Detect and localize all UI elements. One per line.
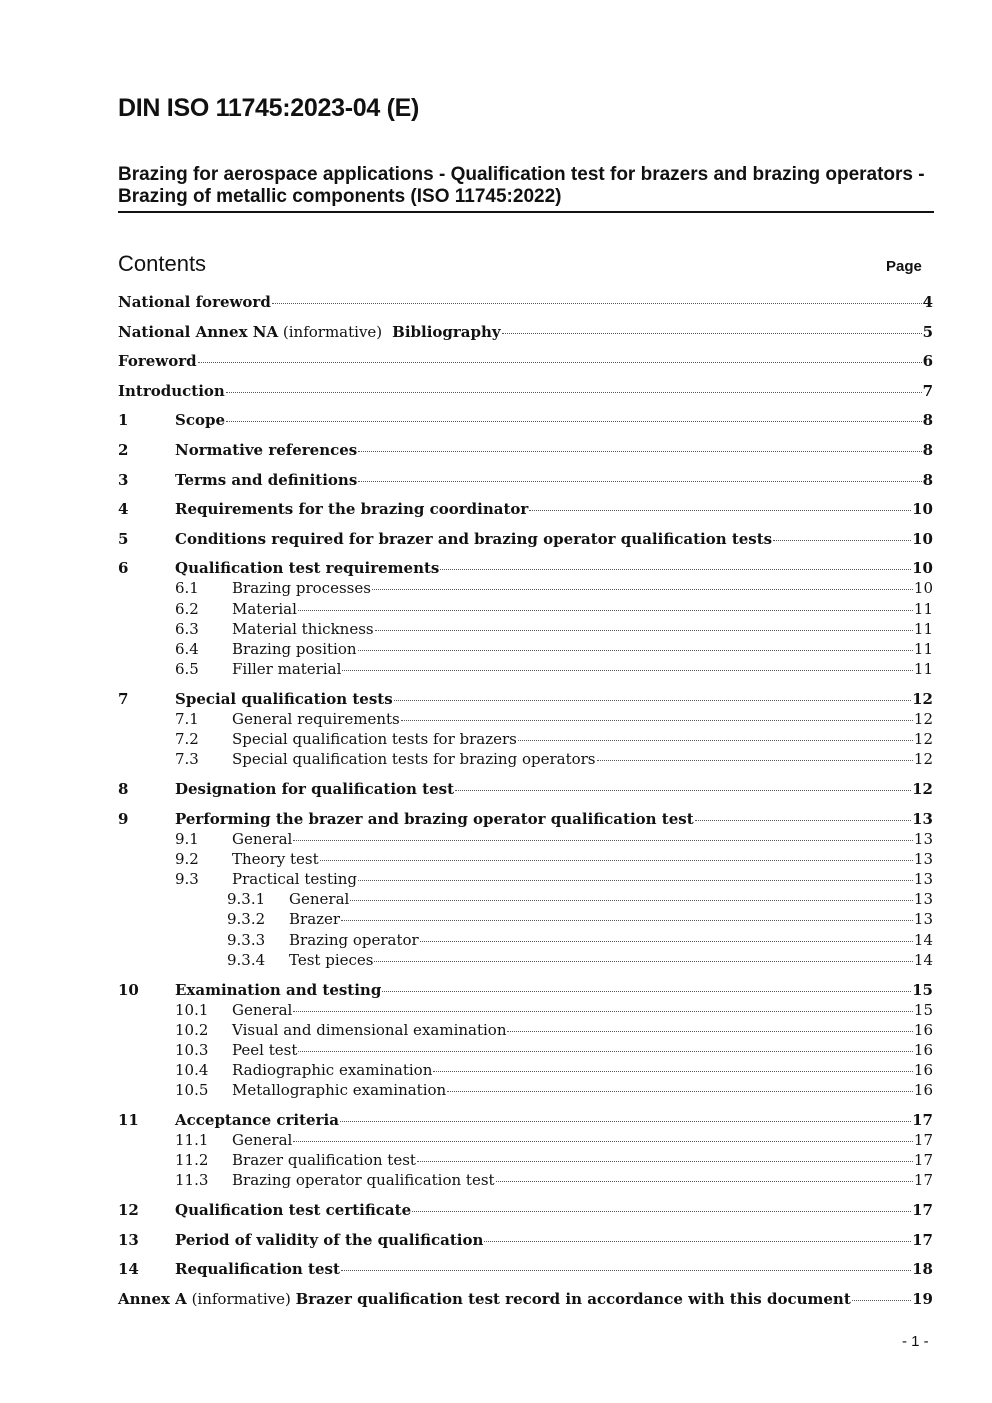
toc-entry-number: 6.2 xyxy=(175,599,199,618)
toc-entry-number: 5 xyxy=(118,529,129,548)
toc-entry-title[interactable] xyxy=(118,381,225,401)
toc-entry-page[interactable]: 15 xyxy=(912,980,933,999)
page-number: - 1 - xyxy=(902,1333,929,1350)
toc-entry[interactable] xyxy=(118,659,933,679)
toc-entry[interactable] xyxy=(118,619,933,639)
toc-entry[interactable] xyxy=(118,849,933,869)
toc-entry[interactable] xyxy=(118,470,933,490)
toc-entry-title[interactable] xyxy=(175,1110,339,1130)
toc-entry-number: 8 xyxy=(118,780,129,799)
toc-entry-title[interactable] xyxy=(289,889,349,909)
toc-entry-title[interactable] xyxy=(232,849,319,869)
toc-entry-title-text: Brazing operator qualification test xyxy=(232,1171,495,1190)
toc-entry-title-text: Special qualification tests for brazing operators xyxy=(232,750,596,769)
dot-leader xyxy=(341,919,913,921)
toc-entry[interactable] xyxy=(118,292,933,312)
toc-entry-title[interactable] xyxy=(232,1080,446,1100)
document-id: DIN ISO 11745:2023-04 (E) xyxy=(118,94,419,122)
toc-entry-title-text: Material xyxy=(232,599,297,618)
toc-entry[interactable] xyxy=(118,709,933,729)
dot-leader xyxy=(293,1140,913,1142)
toc-entry-title[interactable] xyxy=(118,351,197,371)
toc-entry-number: 10 xyxy=(118,980,139,999)
toc-entry-title-text: Examination and testing xyxy=(175,980,382,999)
toc-entry-page[interactable]: 10 xyxy=(912,529,933,548)
toc-entry-page[interactable]: 6 xyxy=(922,352,933,371)
toc-entry-title[interactable] xyxy=(232,619,374,639)
dot-leader xyxy=(374,960,912,962)
toc-entry[interactable] xyxy=(118,1080,933,1100)
toc-entry-page[interactable]: 13 xyxy=(913,890,933,909)
toc-entry-number: 2 xyxy=(118,440,129,459)
dot-leader xyxy=(358,649,913,651)
toc-entry-title-text: Metallographic examination xyxy=(232,1081,447,1100)
toc-entry-title[interactable] xyxy=(175,809,694,829)
dot-leader xyxy=(298,1050,913,1052)
dot-leader xyxy=(597,759,913,761)
toc-entry-title[interactable] xyxy=(175,410,225,430)
toc-entry-page[interactable]: 10 xyxy=(912,559,933,578)
toc-entry-title-text: Foreword xyxy=(118,352,197,371)
toc-entry-number: 9.3 xyxy=(175,870,199,888)
dot-leader xyxy=(484,1240,911,1242)
toc-entry-title-text: Acceptance criteria xyxy=(175,1111,339,1130)
toc-entry-title-text: Conditions required for brazer and brazing operator qualification tests xyxy=(175,529,773,548)
toc-entry-number: 9.3.2 xyxy=(227,910,266,929)
toc-entry[interactable] xyxy=(118,809,933,829)
toc-entry-page[interactable]: 16 xyxy=(913,1061,933,1080)
toc-entry-number: 10.5 xyxy=(175,1081,209,1100)
toc-entry-title-text: Requalification test xyxy=(175,1260,340,1279)
toc-entry-page[interactable]: 10 xyxy=(912,500,933,519)
dot-leader xyxy=(293,1010,913,1012)
toc-entry-number: 11.3 xyxy=(175,1171,209,1190)
toc-entry-number: 1 xyxy=(118,411,129,430)
toc-entry-title-text: General requirements xyxy=(232,709,400,728)
toc-entry-title-text: Test pieces xyxy=(289,950,374,969)
toc-entry-title-text: Qualification test requirements xyxy=(175,559,440,578)
toc-entry-page[interactable]: 18 xyxy=(912,1260,933,1279)
toc-entry[interactable] xyxy=(118,950,933,970)
toc-entry-number: 7.1 xyxy=(175,709,199,728)
toc-entry-number: 6.1 xyxy=(175,579,199,598)
toc-entry-page[interactable]: 12 xyxy=(912,689,933,708)
toc-entry-number: 9.1 xyxy=(175,829,199,848)
toc-entry-page[interactable]: 12 xyxy=(912,780,933,799)
dot-leader xyxy=(412,1210,911,1212)
toc-entry-number: 9 xyxy=(118,809,129,828)
toc-entry-number: 6.4 xyxy=(175,639,199,658)
toc-entry-title-text: Peel test xyxy=(232,1040,298,1059)
toc-entry-page[interactable]: 17 xyxy=(912,1201,933,1220)
toc-entry-page[interactable]: 7 xyxy=(922,381,933,400)
toc-entry-page[interactable]: 12 xyxy=(913,750,933,769)
toc-entry-title-text: Brazer xyxy=(289,910,341,929)
toc-entry-page[interactable]: 12 xyxy=(913,709,933,728)
toc-entry-number: 10.3 xyxy=(175,1040,209,1059)
toc-entry-title-text: National foreword xyxy=(118,293,271,311)
toc-entry-title-text: Practical testing xyxy=(232,870,358,888)
toc-entry[interactable] xyxy=(118,1170,933,1190)
toc-entry[interactable] xyxy=(118,1110,933,1130)
toc-entry[interactable] xyxy=(118,869,933,889)
toc-entry-title[interactable] xyxy=(232,1060,432,1080)
toc-entry-page[interactable]: 17 xyxy=(913,1151,933,1170)
toc-entry[interactable] xyxy=(118,1060,933,1080)
toc-entry-page[interactable]: 4 xyxy=(922,293,933,311)
toc-entry-number: 13 xyxy=(118,1230,139,1249)
dot-leader xyxy=(340,1120,911,1122)
dot-leader xyxy=(518,739,913,741)
toc-entry-page[interactable]: 16 xyxy=(913,1020,933,1039)
toc-entry-page[interactable]: 8 xyxy=(922,411,933,430)
toc-entry-number: 9.3.3 xyxy=(227,930,266,949)
toc-entry-title[interactable] xyxy=(232,1170,495,1190)
toc-entry-page[interactable]: 10 xyxy=(913,579,933,598)
dot-leader xyxy=(417,1160,913,1162)
dot-leader xyxy=(358,450,921,452)
toc-entry-page[interactable]: 13 xyxy=(913,849,933,868)
toc-entry-number: 9.2 xyxy=(175,849,199,868)
dot-leader xyxy=(358,879,913,881)
toc-entry-title-text: Visual and dimensional examination xyxy=(232,1020,507,1039)
dot-leader xyxy=(350,899,913,901)
toc-entry-number: 12 xyxy=(118,1201,139,1220)
page-column-label: Page xyxy=(886,258,922,275)
toc-entry-title[interactable] xyxy=(232,729,517,749)
toc-entry-title-text: Requirements for the brazing coordinator xyxy=(175,500,529,519)
toc-entry-number: 6.5 xyxy=(175,660,199,679)
dot-leader xyxy=(320,859,913,861)
dot-leader xyxy=(401,719,913,721)
toc-entry-number: 6.3 xyxy=(175,619,199,638)
toc-entry-title-suffix: Bibliography xyxy=(386,322,501,341)
toc-entry-number: 6 xyxy=(118,559,129,578)
toc-entry-title[interactable] xyxy=(232,1020,506,1040)
table-of-contents xyxy=(118,289,933,1309)
toc-entry-title-text: Theory test xyxy=(232,849,319,868)
toc-entry-title[interactable] xyxy=(175,1230,483,1250)
dot-leader xyxy=(447,1090,913,1092)
toc-entry-title[interactable] xyxy=(175,499,528,519)
toc-entry[interactable] xyxy=(118,599,933,619)
toc-entry-page[interactable]: 13 xyxy=(913,870,933,888)
dot-leader xyxy=(372,588,913,590)
toc-entry-title[interactable] xyxy=(232,1150,416,1170)
toc-entry-title-text: Period of validity of the qualification xyxy=(175,1230,484,1249)
toc-entry-page[interactable]: 16 xyxy=(913,1040,933,1059)
toc-entry-page[interactable]: 17 xyxy=(913,1171,933,1190)
toc-entry-title-text: Brazer qualification test xyxy=(232,1151,416,1170)
toc-entry-title[interactable] xyxy=(232,709,400,729)
toc-entry-title[interactable] xyxy=(175,558,439,578)
toc-entry-page[interactable]: 8 xyxy=(922,470,933,489)
dot-leader xyxy=(773,539,911,541)
toc-entry-title[interactable] xyxy=(118,322,501,342)
toc-entry-title[interactable] xyxy=(289,930,419,950)
toc-entry-title-text: General xyxy=(232,1131,293,1150)
dot-leader xyxy=(433,1070,913,1072)
dot-leader xyxy=(529,509,911,511)
toc-entry-number: 11 xyxy=(118,1111,139,1130)
toc-entry[interactable] xyxy=(118,440,933,460)
toc-entry-page[interactable]: 14 xyxy=(913,930,933,949)
toc-entry-title-text: General xyxy=(232,829,293,848)
toc-entry-number: 14 xyxy=(118,1260,139,1279)
toc-entry-title[interactable] xyxy=(232,749,596,769)
toc-entry-number: 7.3 xyxy=(175,750,199,769)
toc-entry-number: 10.4 xyxy=(175,1061,209,1080)
toc-entry[interactable] xyxy=(118,410,933,430)
toc-entry[interactable] xyxy=(118,749,933,769)
toc-entry-title-text: General xyxy=(232,1000,293,1019)
toc-entry-title-text: General xyxy=(289,890,350,909)
toc-entry-title[interactable] xyxy=(232,659,341,679)
toc-entry-title-text: Special qualification tests for brazers xyxy=(232,730,517,749)
toc-entry-title[interactable] xyxy=(289,950,373,970)
toc-entry[interactable] xyxy=(118,1230,933,1250)
toc-entry[interactable] xyxy=(118,529,933,549)
toc-entry-title[interactable] xyxy=(232,599,297,619)
toc-entry-title-text: National Annex NA xyxy=(118,322,279,341)
toc-entry-title-text: Qualification test certificate xyxy=(175,1201,412,1220)
toc-entry[interactable] xyxy=(118,980,933,1000)
dot-leader xyxy=(507,1030,912,1032)
toc-entry[interactable] xyxy=(118,1020,933,1040)
toc-entry-number: 9.3.4 xyxy=(227,950,266,969)
toc-entry-title[interactable] xyxy=(232,639,357,659)
toc-entry[interactable] xyxy=(118,322,933,342)
toc-entry-page[interactable]: 17 xyxy=(912,1230,933,1249)
toc-entry[interactable] xyxy=(118,1289,933,1309)
toc-entry[interactable] xyxy=(118,558,933,578)
toc-entry-title-suffix: Brazer qualification test record in accordance with this document xyxy=(295,1290,851,1308)
toc-entry-title[interactable] xyxy=(232,1000,292,1020)
toc-entry[interactable] xyxy=(118,499,933,519)
toc-entry-page[interactable]: 19 xyxy=(912,1290,933,1308)
toc-entry-page[interactable]: 11 xyxy=(913,639,933,658)
toc-entry-title[interactable] xyxy=(175,470,357,490)
toc-entry-title-text: Radiographic examination xyxy=(232,1061,433,1080)
toc-entry-number: 4 xyxy=(118,500,129,519)
toc-entry-title-text: Material thickness xyxy=(232,619,374,638)
dot-leader xyxy=(342,669,913,671)
toc-entry[interactable] xyxy=(118,639,933,659)
dot-leader xyxy=(272,302,922,304)
toc-entry-title[interactable] xyxy=(175,440,357,460)
toc-entry[interactable] xyxy=(118,829,933,849)
dot-leader xyxy=(496,1180,913,1182)
dot-leader xyxy=(852,1299,911,1301)
toc-entry[interactable] xyxy=(118,1000,933,1020)
toc-entry-title[interactable] xyxy=(232,869,357,889)
toc-entry-number: 7.2 xyxy=(175,730,199,749)
dot-leader xyxy=(455,789,911,791)
toc-entry-number: 11.2 xyxy=(175,1151,209,1170)
toc-entry-page[interactable]: 14 xyxy=(913,950,933,969)
dot-leader xyxy=(226,420,922,422)
toc-entry-number: 9.3.1 xyxy=(227,890,266,909)
toc-entry-page[interactable]: 15 xyxy=(913,1000,933,1019)
toc-entry-number: 3 xyxy=(118,470,129,489)
toc-entry[interactable] xyxy=(118,909,933,929)
toc-entry-title[interactable] xyxy=(232,1130,292,1150)
toc-entry-title-annotation: (informative) xyxy=(186,1290,296,1308)
toc-entry[interactable] xyxy=(118,1259,933,1279)
toc-entry-title[interactable] xyxy=(175,689,393,709)
toc-entry-title-text: Brazing position xyxy=(232,639,357,658)
toc-entry-page[interactable]: 17 xyxy=(912,1111,933,1130)
toc-entry-page[interactable]: 11 xyxy=(913,660,933,679)
dot-leader xyxy=(293,839,913,841)
contents-heading: Contents xyxy=(118,251,207,276)
toc-entry-title[interactable] xyxy=(175,1259,340,1279)
toc-entry-title[interactable] xyxy=(232,578,371,598)
toc-entry-title-text: Brazing operator xyxy=(289,930,419,949)
toc-entry-title-text: Brazing processes xyxy=(232,579,371,598)
toc-entry-title-annotation: (informative) xyxy=(278,322,387,341)
toc-entry-page[interactable]: 16 xyxy=(913,1081,933,1100)
toc-entry-page[interactable]: 13 xyxy=(912,809,933,828)
toc-entry[interactable] xyxy=(118,729,933,749)
toc-entry-title-text: Terms and definitions xyxy=(175,470,358,489)
toc-entry[interactable] xyxy=(118,689,933,709)
toc-entry-title-text: Special qualification tests xyxy=(175,689,393,708)
toc-entry-page[interactable]: 11 xyxy=(913,619,933,638)
toc-entry-title[interactable] xyxy=(175,980,381,1000)
dot-leader xyxy=(394,699,911,701)
toc-entry-title[interactable] xyxy=(232,1040,297,1060)
toc-entry[interactable] xyxy=(118,1040,933,1060)
toc-entry-title-text: Normative references xyxy=(175,440,358,459)
dot-leader xyxy=(502,332,922,334)
toc-entry[interactable] xyxy=(118,1130,933,1150)
toc-entry[interactable] xyxy=(118,779,933,799)
toc-entry[interactable] xyxy=(118,1200,933,1220)
toc-entry[interactable] xyxy=(118,381,933,401)
toc-entry[interactable] xyxy=(118,351,933,371)
toc-entry-title[interactable] xyxy=(232,829,292,849)
toc-entry-title-text: Performing the brazer and brazing operator qualification test xyxy=(175,809,694,828)
toc-entry-page[interactable]: 12 xyxy=(913,730,933,749)
toc-entry-page[interactable]: 17 xyxy=(913,1131,933,1150)
toc-entry-page[interactable]: 13 xyxy=(913,910,933,929)
toc-entry-number: 10.1 xyxy=(175,1000,209,1019)
toc-entry-page[interactable]: 8 xyxy=(922,440,933,459)
dot-leader xyxy=(358,480,921,482)
dot-leader xyxy=(226,391,922,393)
toc-entry-page[interactable]: 5 xyxy=(922,322,933,341)
toc-entry-number: 7 xyxy=(118,689,129,708)
dot-leader xyxy=(420,940,913,942)
toc-entry-title-text: Designation for qualification test xyxy=(175,780,455,799)
toc-entry-number: 10.2 xyxy=(175,1020,209,1039)
toc-entry-title-text: Introduction xyxy=(118,381,225,400)
dot-leader xyxy=(440,568,911,570)
toc-entry-page[interactable]: 11 xyxy=(913,599,933,618)
dot-leader xyxy=(198,361,922,363)
toc-entry[interactable] xyxy=(118,930,933,950)
toc-entry-title[interactable] xyxy=(118,292,271,312)
dot-leader xyxy=(695,819,911,821)
toc-entry-title-text: Scope xyxy=(175,411,226,430)
toc-entry-title-text: Annex A xyxy=(118,1290,187,1308)
dot-leader xyxy=(341,1269,911,1271)
toc-entry[interactable] xyxy=(118,889,933,909)
document-title: Brazing for aerospace applications - Qualification test for brazers and brazing operators - Brazing of metallic components (ISO 11745:2022) xyxy=(118,164,934,213)
toc-entry-page[interactable]: 13 xyxy=(913,829,933,848)
dot-leader xyxy=(298,609,913,611)
toc-entry-title[interactable] xyxy=(175,779,454,799)
toc-entry-title-text: Filler material xyxy=(232,660,342,679)
toc-entry[interactable] xyxy=(118,1150,933,1170)
toc-entry-number: 11.1 xyxy=(175,1131,209,1150)
toc-entry-title[interactable] xyxy=(175,529,772,549)
dot-leader xyxy=(382,990,911,992)
toc-entry[interactable] xyxy=(118,578,933,598)
dot-leader xyxy=(375,629,913,631)
toc-entry-title[interactable] xyxy=(175,1200,411,1220)
toc-entry-title[interactable] xyxy=(118,1289,851,1309)
toc-entry-title[interactable] xyxy=(289,909,340,929)
